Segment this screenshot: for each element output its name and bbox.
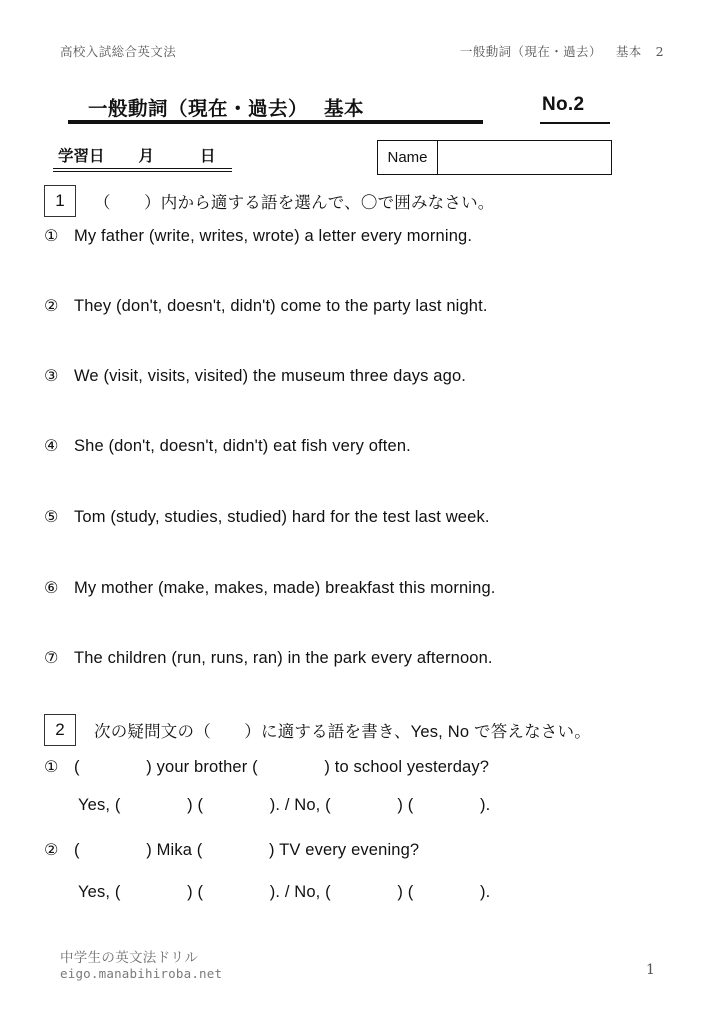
section-header-1 bbox=[44, 185, 494, 217]
question-text: She (don't, doesn't, didn't) eat fish very often. bbox=[74, 437, 411, 455]
question-marker: ② bbox=[44, 842, 59, 859]
question-marker: ① bbox=[44, 228, 59, 245]
question-marker: ⑦ bbox=[44, 650, 59, 667]
question-item[interactable] bbox=[44, 507, 490, 527]
study-date-row bbox=[58, 144, 216, 166]
section-number-1: 1 bbox=[44, 185, 76, 217]
answer-line[interactable]: Yes, ( ) ( ). / No, ( ) ( ). bbox=[78, 796, 491, 814]
question-item[interactable] bbox=[44, 296, 488, 316]
question-text: My mother (make, makes, made) breakfast this morning. bbox=[74, 579, 496, 597]
question-item[interactable] bbox=[44, 648, 493, 668]
section-header-2 bbox=[44, 714, 591, 746]
footer-site-name: 中学生の英文法ドリル bbox=[60, 950, 198, 966]
question-item[interactable] bbox=[44, 366, 466, 386]
footer-page-number: 1 bbox=[646, 962, 655, 978]
question-item[interactable] bbox=[44, 436, 411, 456]
page-title bbox=[88, 93, 364, 121]
question-marker: ① bbox=[44, 759, 59, 776]
question-text: They (don't, doesn't, didn't) come to the party last night. bbox=[74, 297, 488, 315]
question-marker: ② bbox=[44, 298, 59, 315]
question-text: ( ) your brother ( ) to school yesterday? bbox=[74, 758, 490, 776]
question-marker: ④ bbox=[44, 438, 59, 455]
running-head-right bbox=[460, 42, 664, 60]
study-date-day-unit: 日 bbox=[200, 148, 216, 165]
answer-line[interactable]: Yes, ( ) ( ). / No, ( ) ( ). bbox=[78, 883, 491, 901]
question-marker: ⑥ bbox=[44, 580, 59, 597]
question-text: Tom (study, studies, studied) hard for the test last week. bbox=[74, 508, 490, 526]
running-head-level: 基本 bbox=[615, 44, 642, 59]
question-marker: ⑤ bbox=[44, 509, 59, 526]
question-item[interactable] bbox=[44, 753, 489, 777]
running-head-left: 高校入試総合英文法 bbox=[60, 44, 177, 59]
question-text: We (visit, visits, visited) the museum three days ago. bbox=[74, 367, 467, 385]
sheet-number: No.2 bbox=[542, 94, 585, 115]
running-head bbox=[60, 42, 664, 60]
name-label: Name bbox=[378, 141, 438, 174]
name-box bbox=[377, 140, 612, 175]
question-item[interactable] bbox=[44, 226, 472, 246]
question-text: ( ) Mika ( ) TV every evening? bbox=[74, 841, 420, 859]
section-instruction-1: （ ）内から適する語を選んで、〇で囲みなさい。 bbox=[94, 194, 495, 212]
title-underline bbox=[68, 120, 483, 124]
question-item[interactable] bbox=[44, 578, 496, 598]
question-text: My father (write, writes, wrote) a letter every morning. bbox=[74, 227, 473, 245]
study-date-underline bbox=[53, 168, 232, 172]
question-item[interactable] bbox=[44, 836, 419, 860]
question-text: The children (run, runs, ran) in the park every afternoon. bbox=[74, 649, 493, 667]
sheet-number-underline bbox=[540, 122, 610, 124]
study-date-label: 学習日 bbox=[58, 148, 105, 165]
name-input[interactable] bbox=[438, 141, 611, 174]
study-date-month-unit: 月 bbox=[138, 148, 155, 165]
page-title-level: 基本 bbox=[324, 98, 365, 120]
footer-url: eigo.manabihiroba.net bbox=[60, 966, 223, 981]
running-head-number: 2 bbox=[655, 44, 664, 59]
question-marker: ③ bbox=[44, 368, 59, 385]
running-head-topic: 一般動詞（現在・過去） bbox=[459, 44, 602, 59]
page-title-main: 一般動詞（現在・過去） bbox=[88, 98, 309, 120]
section-instruction-2: 次の疑問文の（ ）に適する語を書き、Yes, No で答えなさい。 bbox=[94, 723, 591, 741]
section-number-2: 2 bbox=[44, 714, 76, 746]
